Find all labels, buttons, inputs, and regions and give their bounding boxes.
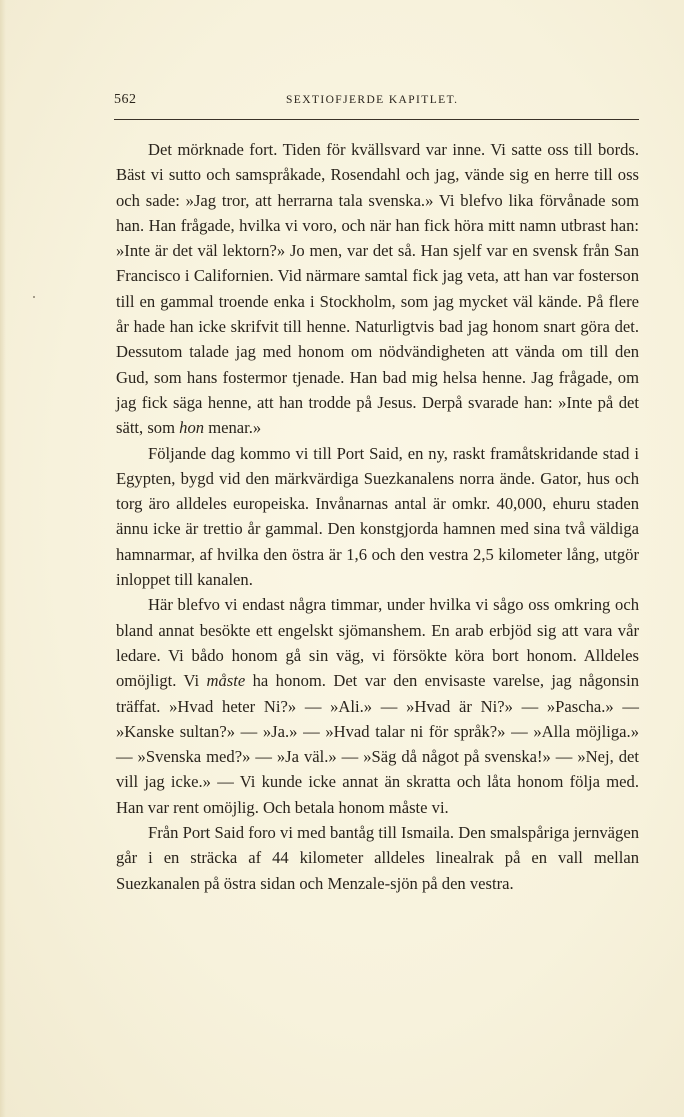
paragraph (116, 820, 639, 896)
page-spine-shadow (0, 0, 6, 1117)
paragraph (116, 137, 639, 441)
emphasis-text: måste (206, 671, 246, 691)
paragraph-text: Från Port Said foro vi med bantåg till Ismaila. Den smalspåriga jernvägen går i en sträcka af 44 kilometer alldeles linealrak på en vall mellan Suezkanalen på östra sidan och Menzale-sjön på den vestra. (116, 823, 639, 893)
paragraph-text: Följande dag kommo vi till Port Said, en ny, raskt framåtskridande stad i Egypten, bygd vid den märkvärdiga Suezkanalens norra ände. Gator, hus och torg äro alldeles europeiska. Invånarnas antal är omkr. 40,000, ehuru staden ännu icke är trettio år gammal. Den konstgjorda hamnen med sina två väldiga hamnarmar, af hvilka den östra är 1,6 och den vestra 2,5 kilometer lång, utgör inloppet till kanalen. (116, 443, 639, 590)
body-text (116, 137, 639, 896)
paragraph-text: Här blefvo vi endast några timmar, under hvilka vi sågo oss omkring och bland annat besökte ett engelskt sjömanshem. En arab erbjöd sig att vara vår ledare. Vi bådo honom gå sin väg, vi försökte köra bort honom. Alldeles omöjligt. Vi (116, 595, 639, 691)
running-head: SEXTIOFJERDE KAPITLET. (286, 94, 459, 106)
paragraph (116, 441, 639, 593)
page-header (114, 92, 639, 112)
emphasis-text: hon (179, 418, 205, 438)
paragraph-text: ha honom. Det var den envisaste varelse, jag någonsin träffat. »Hvad heter Ni?» — »Ali.» — »Hvad är Ni?» — »Pascha.» — »Kanske sultan?» — »Ja.» — »Hvad talar ni för språk?» — »Alla möjliga.» — »Svenska med?» — »Ja väl.» — »Säg då något på svenska!» — »Nej, det vill jag icke.» — Vi kunde icke annat än skratta och låta honom följa med. Han var rent omöjlig. Och betala honom måste vi. (116, 671, 640, 817)
page-number: 562 (114, 92, 137, 107)
paragraph (116, 592, 639, 820)
header-rule (114, 119, 639, 120)
margin-speck (33, 296, 35, 298)
paragraph-text: menar.» (204, 418, 262, 438)
paragraph-text: Det mörknade fort. Tiden för kvällsvard var inne. Vi satte oss till bords. Bäst vi sutto och samspråkade, Rosendahl och jag, vände sig en herre till oss och sade: »Jag tror, att herrarna tala svenska.» Vi blefvo lika förvånade som han. Han frågade, hvilka vi voro, och när han fick höra mitt namn utbrast han: »Inte är det väl lektorn?» Jo men, var det så. Han sjelf var en svensk från San Francisco i Californien. Vid närmare samtal fick jag veta, att han var fosterson till en gammal troende enka i Stockholm, som jag mycket väl kände. På flere år hade han icke skrifvit till henne. Naturligtvis bad jag honom snart göra det. Dessutom talade jag med honom om nödvändigheten att vända om till den Gud, som hans fostermor tjenade. Han bad mig helsa henne. Jag frågade, om jag fick säga henne, att han trodde på Jesus. Derpå svarade han: »Inte på det sätt, som (116, 140, 639, 438)
